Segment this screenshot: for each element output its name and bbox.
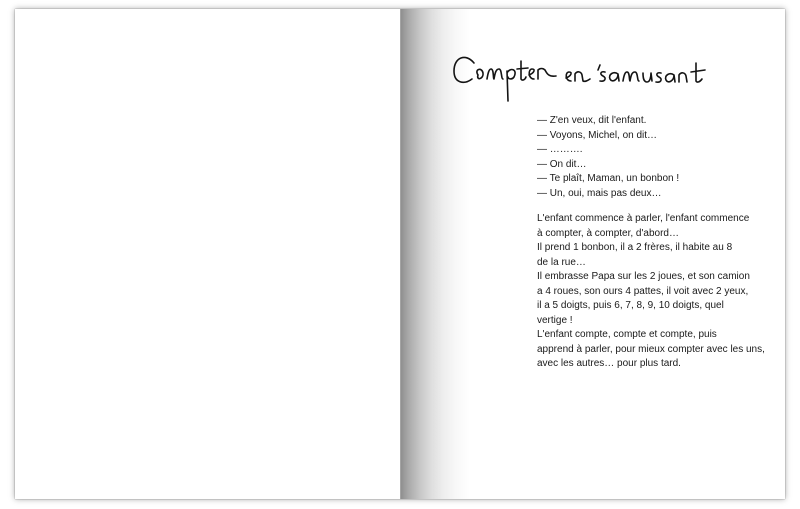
paragraph-line: apprend à parler, pour mieux compter avec les uns, [537,343,765,355]
paragraph-line: Il prend 1 bonbon, il a 2 frères, il habite au 8 [537,242,733,253]
dialogue-line: — ………. [537,144,583,155]
paragraph-line: vertige ! [537,314,573,326]
paragraph-line: L'enfant compte, compte et compte, puis [537,329,717,340]
left-page [15,9,400,499]
paragraph-line: avec les autres… pour plus tard. [537,358,681,369]
page-fold [400,9,401,499]
paragraph-line: a 4 roues, son ours 4 pattes, il voit avec 2 yeux, [537,285,749,297]
right-page [400,9,785,499]
dialogue-line: — Voyons, Michel, on dit… [537,129,658,141]
paragraph-line: Il embrasse Papa sur les 2 joues, et son camion [537,271,750,282]
dialogue-line: — Un, oui, mais pas deux… [537,187,662,199]
handwritten-title [448,39,748,111]
dialogue-block [537,114,767,201]
body-paragraph [537,212,777,372]
handwritten-title-logo [448,39,748,111]
dialogue-line: — On dit… [537,158,587,170]
paragraph-line: L'enfant commence à parler, l'enfant commence [537,213,750,224]
paragraph-line: de la rue… [537,256,586,268]
paragraph-line: il a 5 doigts, puis 6, 7, 8, 9, 10 doigts, quel [537,300,724,311]
dialogue-line: — Z'en veux, dit l'enfant. [537,115,647,126]
dialogue-line: — Te plaît, Maman, un bonbon ! [537,173,680,184]
paragraph-line: à compter, à compter, d'abord… [537,227,679,239]
book-spread [15,9,785,499]
